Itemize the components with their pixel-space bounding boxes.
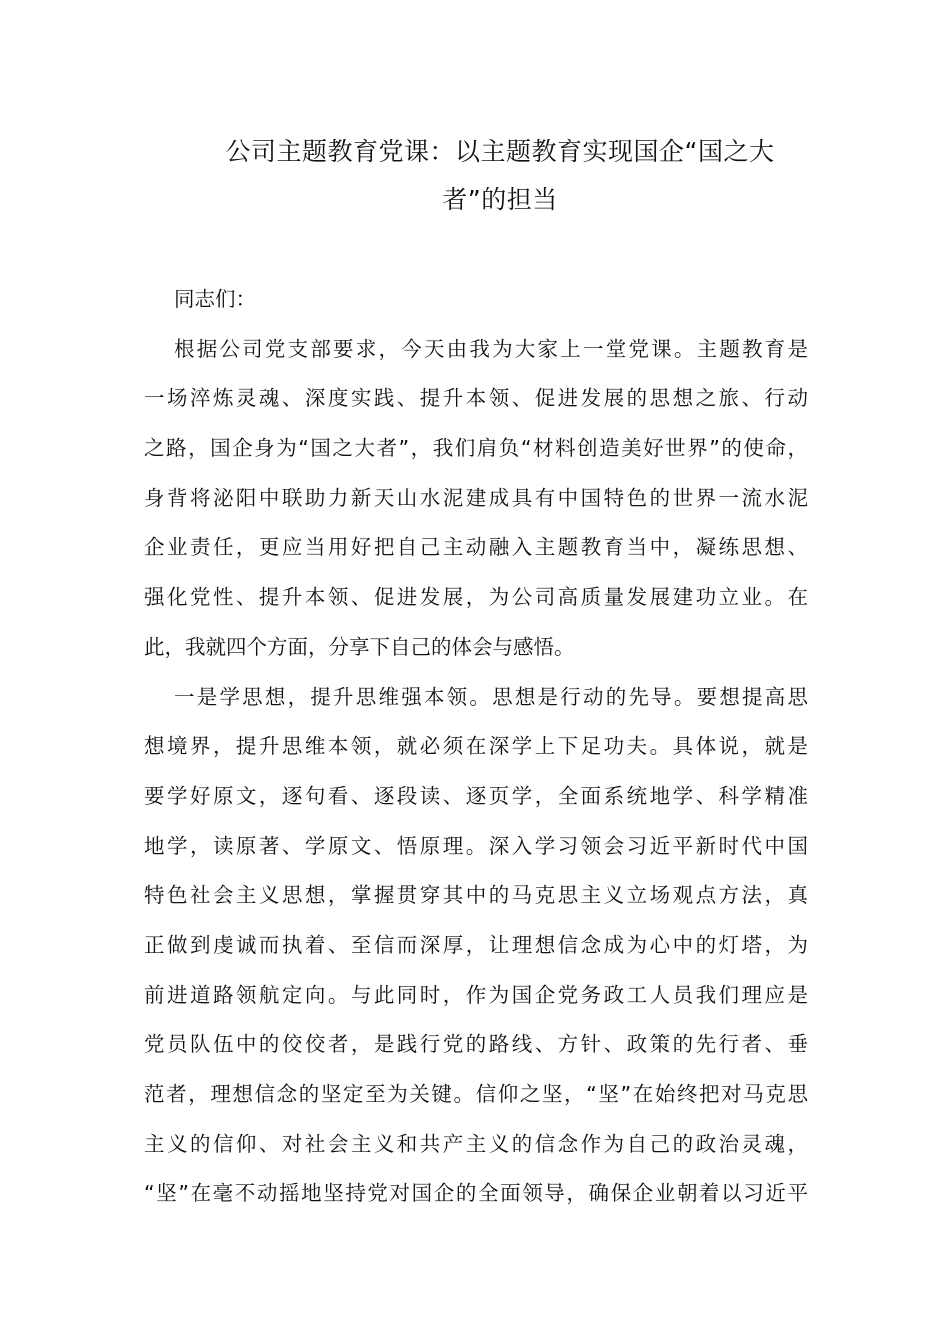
text-line: 企业责任，更应当用好把自己主动融入主题教育当中，凝练思想、 bbox=[144, 535, 808, 560]
title-line-1: 公司主题教育党课：以主题教育实现国企“国之大 bbox=[225, 137, 775, 166]
document-title bbox=[200, 128, 800, 224]
document-body bbox=[144, 275, 808, 1219]
text-line: 强化党性、提升本领、促进发展，为公司高质量发展建功立业。在 bbox=[144, 585, 808, 610]
text-line: 一是学思想，提升思维强本领。思想是行动的先导。要想提高思 bbox=[174, 684, 808, 709]
text-line: 正做到虔诚而执着、至信而深厚，让理想信念成为心中的灯塔，为 bbox=[144, 932, 808, 957]
text-line: 特色社会主义思想，掌握贯穿其中的马克思主义立场观点方法，真 bbox=[144, 883, 808, 908]
text-line: 前进道路领航定向。与此同时，作为国企党务政工人员我们理应是 bbox=[144, 982, 808, 1007]
text-line: 同志们： bbox=[174, 287, 256, 311]
text-line: 身背将泌阳中联助力新天山水泥建成具有中国特色的世界一流水泥 bbox=[144, 485, 808, 510]
text-line: 范者，理想信念的坚定至为关键。信仰之坚，“坚”在始终把对马克思 bbox=[144, 1082, 808, 1106]
text-line: 此，我就四个方面，分享下自己的体会与感悟。 bbox=[144, 634, 575, 659]
text-line: 地学，读原著、学原文、悟原理。深入学习领会习近平新时代中国 bbox=[144, 833, 808, 858]
text-line: 之路，国企身为“国之大者”，我们肩负“材料创造美好世界”的使命， bbox=[144, 436, 808, 461]
text-line: 党员队伍中的佼佼者，是践行党的路线、方针、政策的先行者、垂 bbox=[144, 1032, 808, 1057]
text-line: “坚”在毫不动摇地坚持党对国企的全面领导，确保企业朝着以习近平 bbox=[144, 1181, 808, 1206]
text-line: 一场淬炼灵魂、深度实践、提升本领、促进发展的思想之旅、行动 bbox=[144, 386, 808, 411]
text-line: 要学好原文，逐句看、逐段读、逐页学，全面系统地学、科学精准 bbox=[144, 783, 808, 808]
text-line: 想境界，提升思维本领，就必须在深学上下足功夫。具体说，就是 bbox=[144, 734, 808, 759]
text-line: 主义的信仰、对社会主义和共产主义的信念作为自己的政治灵魂， bbox=[144, 1131, 808, 1156]
title-line-2: 者”的担当 bbox=[442, 185, 558, 214]
text-line: 根据公司党支部要求，今天由我为大家上一堂党课。主题教育是 bbox=[174, 336, 808, 361]
